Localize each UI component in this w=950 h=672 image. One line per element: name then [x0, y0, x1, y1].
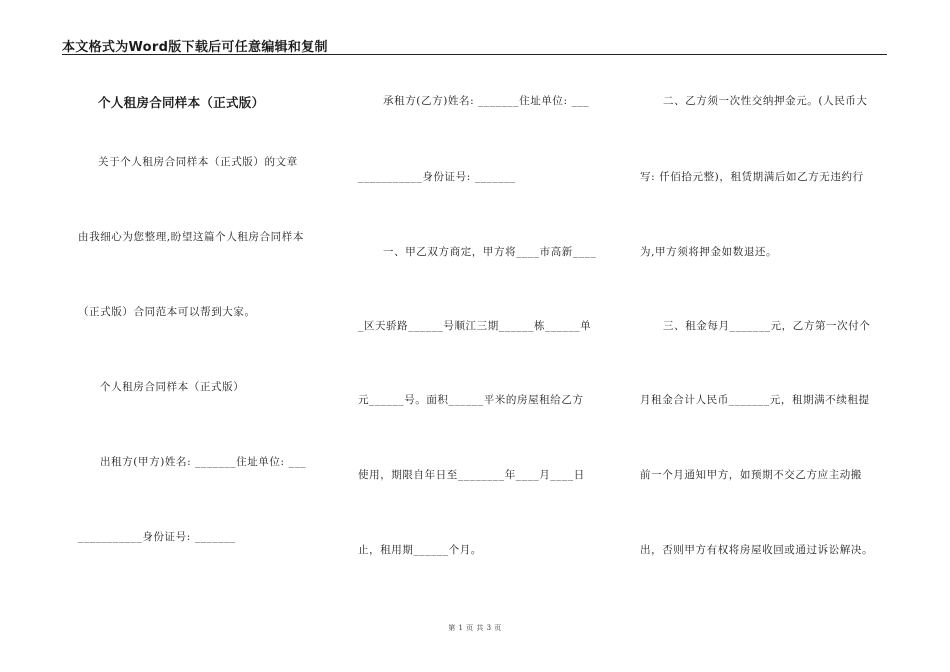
text-line: _区天骄路______号顺江三期______栋______单	[358, 320, 592, 332]
text-line: 三、租金每月_______元，乙方第一次付个	[663, 320, 871, 332]
text-line: 关于个人租房合同样本（正式版）的文章	[98, 156, 298, 168]
text-line: 一、甲乙双方商定，甲方将____市高新____	[383, 246, 597, 258]
text-line: ___________身份证号: _______	[78, 531, 236, 543]
text-line: 承租方(乙方)姓名: _______住址单位: ___	[383, 95, 590, 107]
text-line: 月租金合计人民币_______元，租期满不续租提	[640, 394, 870, 406]
text-line: ___________身份证号: _______	[358, 171, 516, 183]
text-line: 使用，期限自年日至________年____月____日	[358, 469, 585, 481]
document-header	[62, 36, 887, 55]
page-number: 第 1 页 共 3 页	[448, 624, 502, 632]
text-line: 出租方(甲方)姓名: _______住址单位: ___	[100, 456, 307, 468]
text-line: （正式版）合同范本可以帮到大家。	[78, 306, 256, 318]
text-line: 元______号。面积______平米的房屋租给乙方	[358, 394, 584, 406]
text-line: 止，租用期______个月。	[358, 544, 482, 556]
text-line: 出，否则甲方有权将房屋收回或通过诉讼解决。	[640, 544, 874, 556]
text-line: 写: 仟佰拾元整)，租赁期满后如乙方无违约行	[640, 171, 864, 183]
text-line: 二、乙方须一次性交纳押金元。(人民币大	[663, 95, 868, 107]
text-line: 为,甲方须将押金如数退还。	[640, 246, 778, 258]
text-line: 前一个月通知甲方，如预期不交乙方应主动搬	[640, 469, 862, 481]
text-line: 个人租房合同样本（正式版）	[100, 381, 245, 393]
text-line: 由我细心为您整理,盼望这篇个人租房合同样本	[78, 231, 304, 243]
document-title: 个人租房合同样本（正式版）	[98, 95, 265, 110]
header-title: 本文格式为Word版下载后可任意编辑和复制	[62, 40, 328, 55]
